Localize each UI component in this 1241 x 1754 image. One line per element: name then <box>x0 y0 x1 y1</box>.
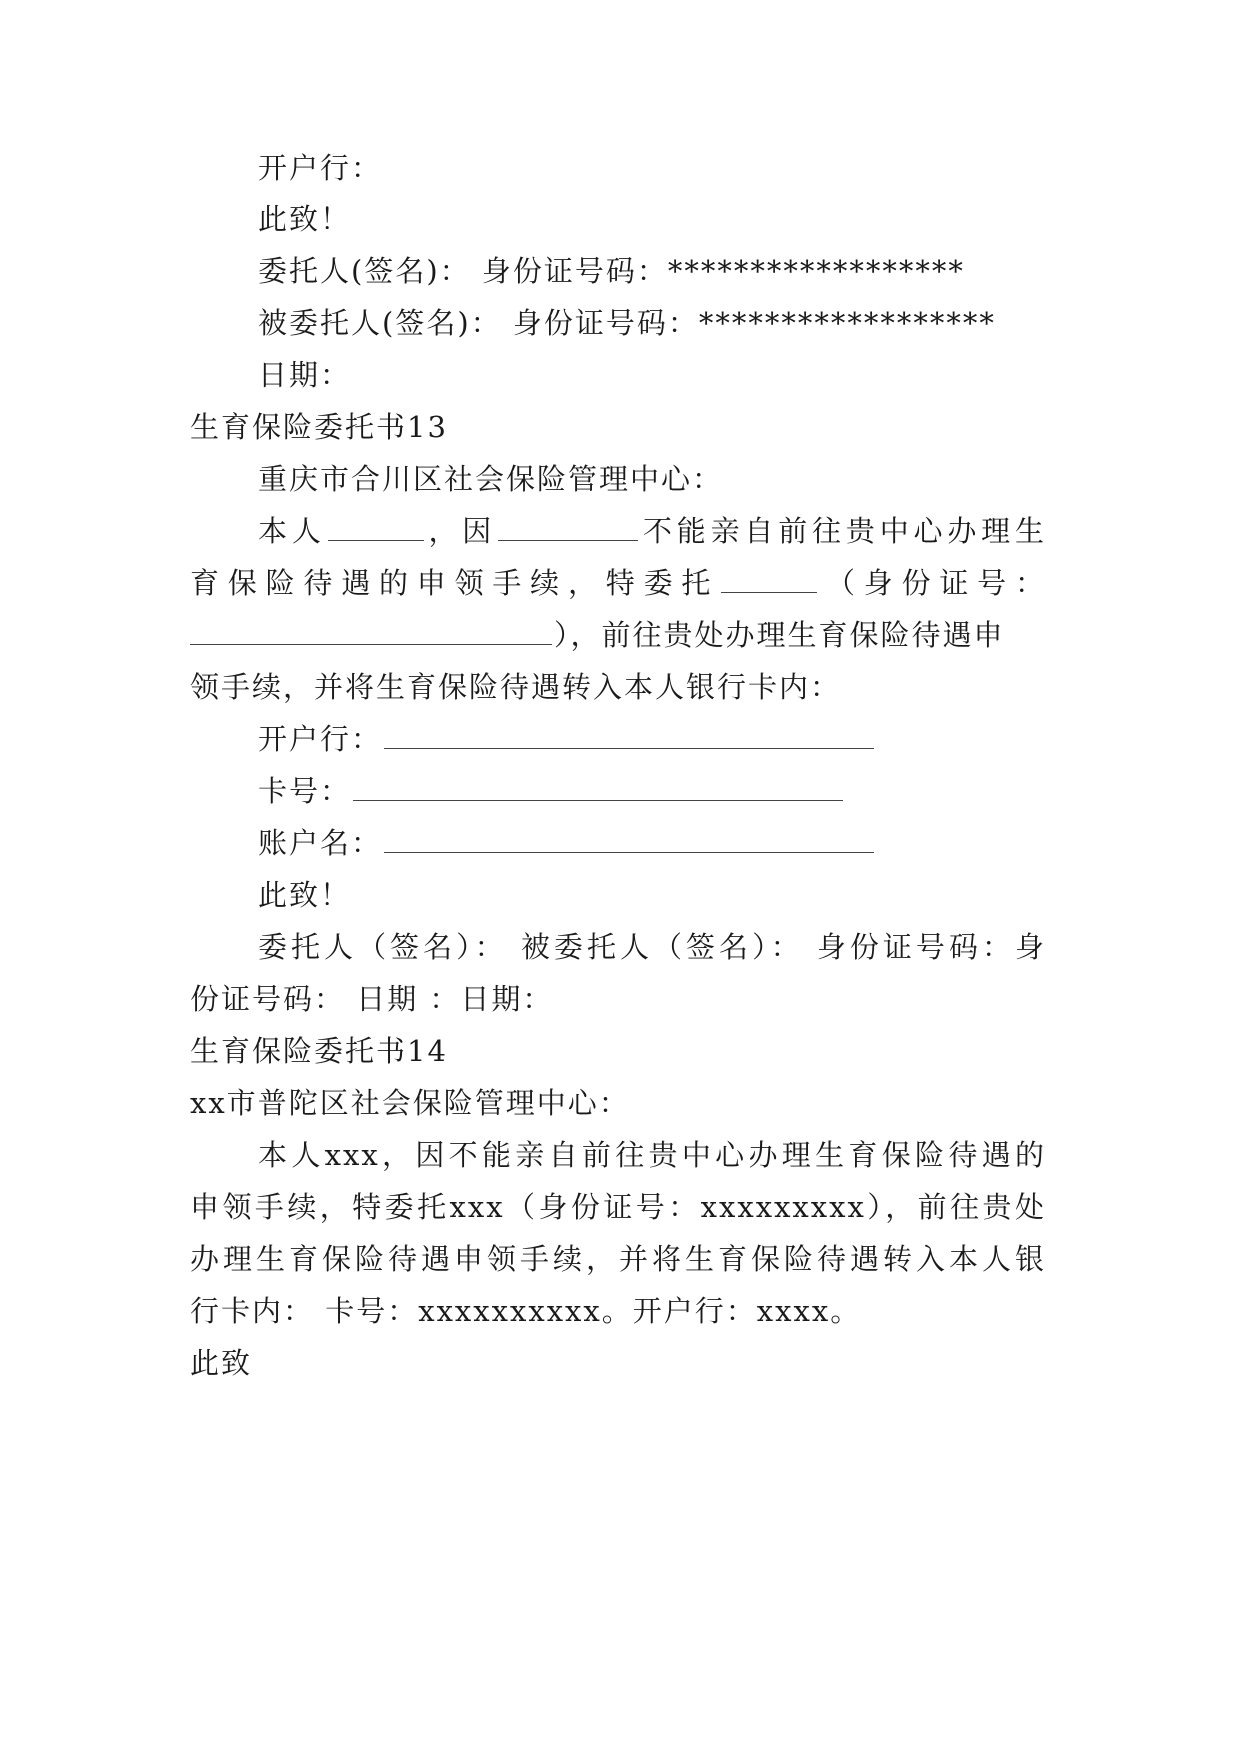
reason-blank <box>498 514 638 541</box>
body14-line-3: 办理生育保险待遇申领手续，并将生育保险待遇转入本人银 <box>190 1242 1046 1276</box>
body14-line-1: 本人xxx，因不能亲自前往贵中心办理生育保险待遇的 <box>258 1138 1046 1172</box>
agent-name-blank <box>721 566 817 593</box>
body-text: 育保险待遇的申领手续，特委托 <box>190 566 720 600</box>
addressee-line-14: xx市普陀区社会保险管理中心： <box>190 1086 630 1120</box>
body-text: ），前往贵处办理生育保险待遇申 <box>554 618 1005 652</box>
body-line-1 <box>258 511 1046 551</box>
principal-signature-line: 委托人(签名)： 身份证号码：****************** <box>258 254 965 288</box>
card-label: 卡号： <box>258 774 352 808</box>
id-number-blank <box>190 618 552 645</box>
closing-line-13: 此致！ <box>258 878 352 912</box>
body-text: （身份证号： <box>819 566 1046 600</box>
body14-line-2: 申领手续，特委托xxx（身份证号：xxxxxxxxx），前往贵处 <box>190 1190 1046 1224</box>
bank-label-line: 开户行： <box>258 151 383 185</box>
closing-line: 此致！ <box>258 202 352 236</box>
body-text: 不能亲自前往贵中心办理生 <box>640 514 1046 548</box>
bank-field <box>258 719 876 759</box>
card-blank <box>353 774 843 801</box>
body-line-2 <box>190 563 1046 603</box>
account-name-blank <box>384 826 874 853</box>
body-text: 本人 <box>258 514 326 548</box>
account-name-field <box>258 823 876 863</box>
name-blank <box>328 514 424 541</box>
bank-blank <box>384 722 874 749</box>
bank-label: 开户行： <box>258 722 383 756</box>
body-line-3 <box>190 615 1005 655</box>
agent-signature-line: 被委托人(签名)： 身份证号码：****************** <box>258 306 996 340</box>
date-line: 日期： <box>258 358 352 392</box>
account-name-label: 账户名： <box>258 826 383 860</box>
addressee-line-13: 重庆市合川区社会保险管理中心： <box>258 462 724 496</box>
signature-line-13a: 委托人（签名）： 被委托人（签名）： 身份证号码：身 <box>258 930 1046 964</box>
closing-line-14: 此致 <box>190 1346 253 1380</box>
section-title-14: 生育保险委托书14 <box>190 1034 448 1068</box>
body-line-4: 领手续，并将生育保险待遇转入本人银行卡内： <box>190 670 842 704</box>
signature-line-13b: 份证号码： 日期 ：日期： <box>190 982 554 1016</box>
card-field <box>258 771 845 811</box>
body14-line-4: 行卡内： 卡号：xxxxxxxxxx。开户行：xxxx。 <box>190 1294 862 1328</box>
section-title-13: 生育保险委托书13 <box>190 410 448 444</box>
body-text: ，因 <box>425 514 497 548</box>
